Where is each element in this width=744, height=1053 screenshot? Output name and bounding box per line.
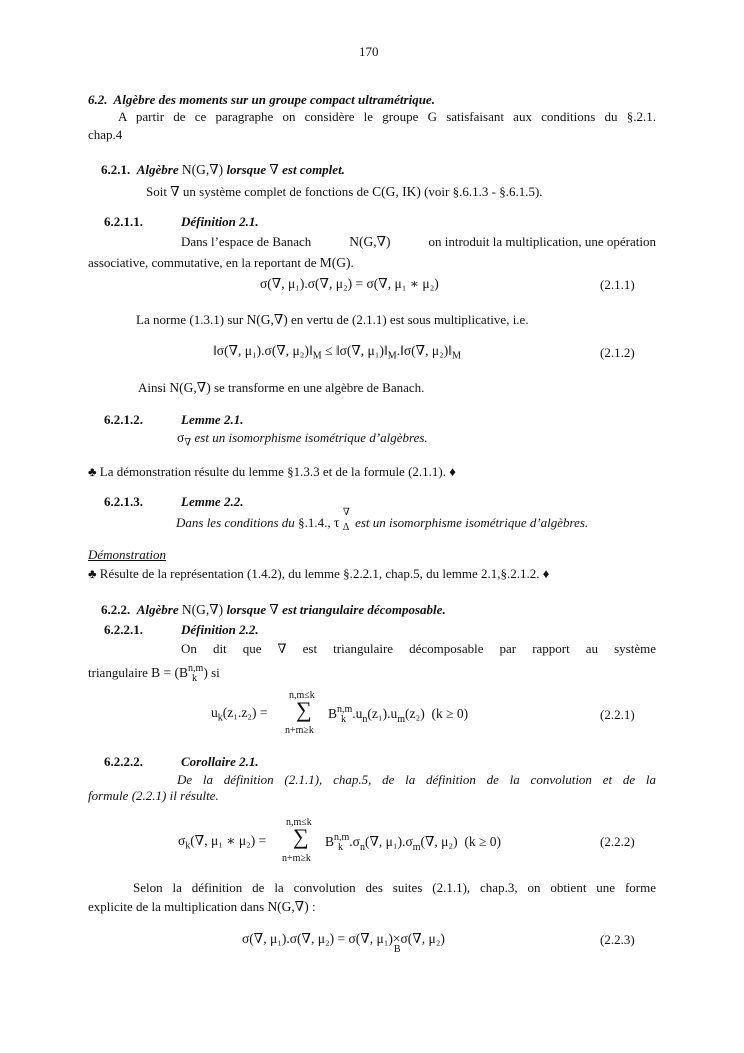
times-symbol: × bbox=[392, 931, 401, 946]
def-2-2-line-2 bbox=[88, 664, 220, 684]
math: ≤ bbox=[325, 343, 333, 358]
summation-symbol: ∑ bbox=[293, 824, 309, 849]
math-n-g-nabla: N(G,∇) bbox=[246, 312, 288, 327]
equation-2-2-1-lhs bbox=[211, 705, 268, 724]
section-number: 6.2.2.2. bbox=[104, 754, 143, 769]
page-number: 170 bbox=[359, 44, 379, 59]
text: triangulaire bbox=[88, 664, 148, 680]
math: B = (B bbox=[151, 664, 189, 680]
math: ‖σ(∇, μ₁)‖ bbox=[335, 343, 388, 358]
equation-number: (2.2.2) bbox=[600, 834, 635, 849]
heading-word: lorsque bbox=[226, 162, 267, 177]
section-6-2-2-heading bbox=[101, 602, 446, 618]
section-number: 6.2.1. bbox=[101, 162, 131, 177]
subscript: k bbox=[341, 714, 347, 725]
text: La norme (1.3.1) sur bbox=[136, 312, 244, 327]
sum-lower-limit: n+m≥k bbox=[285, 725, 314, 736]
lemma-2-1-text bbox=[177, 430, 428, 449]
subscript: k bbox=[185, 840, 191, 852]
math: B bbox=[325, 834, 335, 850]
equation-number: (2.2.3) bbox=[600, 932, 635, 947]
corollary-line-1: De la définition (2.1.1), chap.5, de la définition de la convolution et de la bbox=[177, 772, 656, 787]
section-number: 6.2.1.2. bbox=[104, 412, 143, 427]
proof-lemma-2-1: ♣ La démonstration résulte du lemme §1.3.3 et de la formule (2.1.1). ♦ bbox=[88, 464, 456, 479]
definition-title: Définition 2.1. bbox=[181, 214, 259, 229]
text: on introduit la multiplication, une opération bbox=[428, 234, 656, 249]
section-title: Algèbre des moments sur un groupe compact ultramétrique. bbox=[113, 92, 435, 107]
math: (∇, μ₂) bbox=[420, 834, 458, 850]
paragraph-soit bbox=[146, 184, 543, 200]
demonstration-label: Démonstration bbox=[88, 547, 166, 562]
text: est un isomorphisme isométrique d’algèbres. bbox=[194, 430, 428, 445]
subscript: M bbox=[452, 350, 461, 362]
equation-2-1-2 bbox=[213, 343, 461, 362]
heading-word: est complet. bbox=[282, 162, 345, 177]
superscript: ∇ bbox=[342, 507, 350, 518]
intro-line-2: chap.4 bbox=[88, 127, 123, 142]
final-line-1: Selon la définition de la convolution des suites (2.1.1), chap.3, on obtient une forme bbox=[133, 880, 656, 895]
subscript: k bbox=[217, 712, 223, 724]
math: (z₂) bbox=[405, 706, 425, 722]
ainsi-paragraph bbox=[138, 380, 424, 396]
math: .u bbox=[352, 706, 363, 722]
tau-symbol bbox=[333, 507, 352, 533]
text: Ainsi bbox=[138, 380, 167, 395]
heading-word: lorsque bbox=[226, 602, 267, 617]
b-indices bbox=[334, 833, 349, 853]
tau: τ bbox=[333, 515, 340, 530]
math: (z₁).u bbox=[367, 706, 398, 722]
corollary-title: Corollaire 2.1. bbox=[181, 754, 259, 769]
corollary-line-2: formule (2.2.1) il résulte. bbox=[88, 788, 219, 803]
heading-word: Algèbre bbox=[136, 602, 179, 617]
math: σ(∇, μ₁).σ(∇, μ₂) = σ(∇, μ₁) bbox=[242, 931, 393, 946]
text: (voir §.6.1.3 - §.6.1.5). bbox=[424, 184, 543, 199]
subscript: m bbox=[397, 713, 406, 725]
definition-title: Définition 2.2. bbox=[181, 622, 259, 637]
math-n-g-nabla: N(G,∇) bbox=[181, 602, 224, 617]
text: associative, commutative, en la reportant de bbox=[88, 255, 317, 270]
demonstration-text: ♣ Résulte de la représentation (1.4.2), du lemme §.2.2.1, chap.5, du lemme 2.1,§.2.1.2. ♦ bbox=[88, 566, 550, 581]
superscript: n,m bbox=[188, 663, 204, 674]
text: §.1.4., bbox=[298, 515, 331, 530]
sum-upper-limit: n,m≤k bbox=[289, 690, 315, 701]
superscript: n,m bbox=[334, 832, 350, 843]
def-line-2 bbox=[88, 255, 354, 271]
math-c-g-ik: C(G, IK) bbox=[372, 184, 421, 199]
def-line-1 bbox=[181, 234, 656, 250]
section-number: 6.2.1.3. bbox=[104, 494, 143, 509]
section-number: 6.2.2. bbox=[101, 602, 131, 617]
equation-2-1-1: σ(∇, μ₁).σ(∇, μ₂) = σ(∇, μ₁ ∗ μ₂) bbox=[260, 276, 439, 291]
norm-paragraph bbox=[136, 312, 529, 328]
lemma-2-2-text bbox=[176, 507, 589, 533]
equation-2-2-3 bbox=[242, 931, 445, 955]
equation-2-2-2-lhs bbox=[178, 833, 266, 852]
math: (z₁.z₂) = bbox=[222, 705, 268, 720]
equation-number: (2.2.1) bbox=[600, 707, 635, 722]
text: Dans les conditions du bbox=[176, 515, 295, 530]
section-number: 6.2.2.1. bbox=[104, 622, 143, 637]
subscript: Δ bbox=[342, 522, 350, 533]
text: se transforme en une algèbre de Banach. bbox=[213, 380, 425, 395]
equation-2-2-2-rhs bbox=[325, 833, 501, 853]
math: (∇, μ₁ ∗ μ₂) = bbox=[190, 833, 267, 848]
condition: (k ≥ 0) bbox=[431, 706, 469, 722]
math: B bbox=[328, 706, 338, 722]
text: si bbox=[211, 664, 220, 680]
subscript: k bbox=[192, 673, 198, 684]
subscript: M bbox=[312, 350, 322, 362]
text: : bbox=[311, 899, 316, 914]
section-6-2-1-heading bbox=[101, 162, 345, 178]
text: explicite de la multiplication dans bbox=[88, 899, 265, 914]
condition: (k ≥ 0) bbox=[464, 834, 502, 850]
math-n-g-nabla: N(G,∇) bbox=[349, 234, 391, 249]
section-number: 6.2. bbox=[88, 92, 108, 107]
section-6-2-heading bbox=[88, 92, 435, 108]
equation-2-2-1-rhs bbox=[328, 705, 468, 725]
text: Soit bbox=[146, 184, 167, 199]
heading-word: Algèbre bbox=[136, 162, 179, 177]
math-m-g: M(G) bbox=[319, 255, 351, 270]
b-indices bbox=[337, 705, 352, 725]
subscript: B bbox=[393, 944, 401, 955]
lemma-title: Lemme 2.1. bbox=[181, 412, 244, 427]
equation-number: (2.1.2) bbox=[600, 345, 635, 360]
math: (∇, μ₁).σ bbox=[364, 834, 413, 850]
subscript: M bbox=[387, 350, 397, 362]
def-2-2-line-1: On dit que ∇ est triangulaire décomposable par rapport au système bbox=[181, 641, 656, 656]
subscript: ∇ bbox=[184, 437, 192, 449]
sum-upper-limit: n,m≤k bbox=[286, 817, 312, 828]
math-n-g-nabla: N(G,∇) bbox=[267, 899, 309, 914]
final-line-2 bbox=[88, 899, 316, 915]
subscript: n bbox=[362, 713, 368, 725]
text: en vertu de (2.1.1) est sous multiplicative, i.e. bbox=[291, 312, 529, 327]
sum-lower-limit: n+m≥k bbox=[282, 853, 311, 864]
intro-line-1: A partir de ce paragraphe on considère le groupe G satisfaisant aux conditions du §.2.1. bbox=[118, 109, 656, 124]
lemma-title: Lemme 2.2. bbox=[181, 494, 244, 509]
text: est un isomorphisme isométrique d’algèbres. bbox=[355, 515, 589, 530]
sigma-symbol: σ bbox=[177, 430, 185, 445]
equation-number: (2.1.1) bbox=[600, 277, 635, 292]
math: σ bbox=[178, 833, 186, 848]
math: ‖σ(∇, μ₂)‖ bbox=[400, 343, 453, 358]
subscript: m bbox=[412, 841, 421, 853]
subscript: n bbox=[359, 841, 365, 853]
text: . bbox=[350, 255, 354, 270]
math: ‖σ(∇, μ₁).σ(∇, μ₂)‖ bbox=[213, 343, 313, 358]
section-number: 6.2.1.1. bbox=[104, 214, 143, 229]
nabla-symbol: ∇ bbox=[170, 184, 180, 199]
math-n-g-nabla: N(G,∇) bbox=[181, 162, 224, 177]
math: ) bbox=[203, 664, 208, 680]
heading-word: est triangulaire décomposable. bbox=[282, 602, 446, 617]
section-6-2-1-1-heading bbox=[104, 214, 143, 230]
math: u bbox=[211, 705, 218, 720]
nabla-symbol: ∇ bbox=[269, 162, 279, 177]
math-n-g-nabla: N(G,∇) bbox=[169, 380, 211, 395]
text: un système complet de fonctions de bbox=[182, 184, 369, 199]
math: .σ bbox=[349, 834, 360, 850]
text: Dans l’espace de Banach bbox=[181, 234, 312, 249]
math: σ(∇, μ₂) bbox=[400, 931, 445, 946]
math: . bbox=[396, 343, 401, 358]
nabla-symbol: ∇ bbox=[269, 602, 279, 617]
superscript: n,m bbox=[337, 704, 353, 715]
summation-symbol: ∑ bbox=[296, 697, 312, 722]
subscript: k bbox=[338, 842, 344, 853]
times-b bbox=[392, 931, 401, 955]
b-indices bbox=[188, 664, 203, 684]
